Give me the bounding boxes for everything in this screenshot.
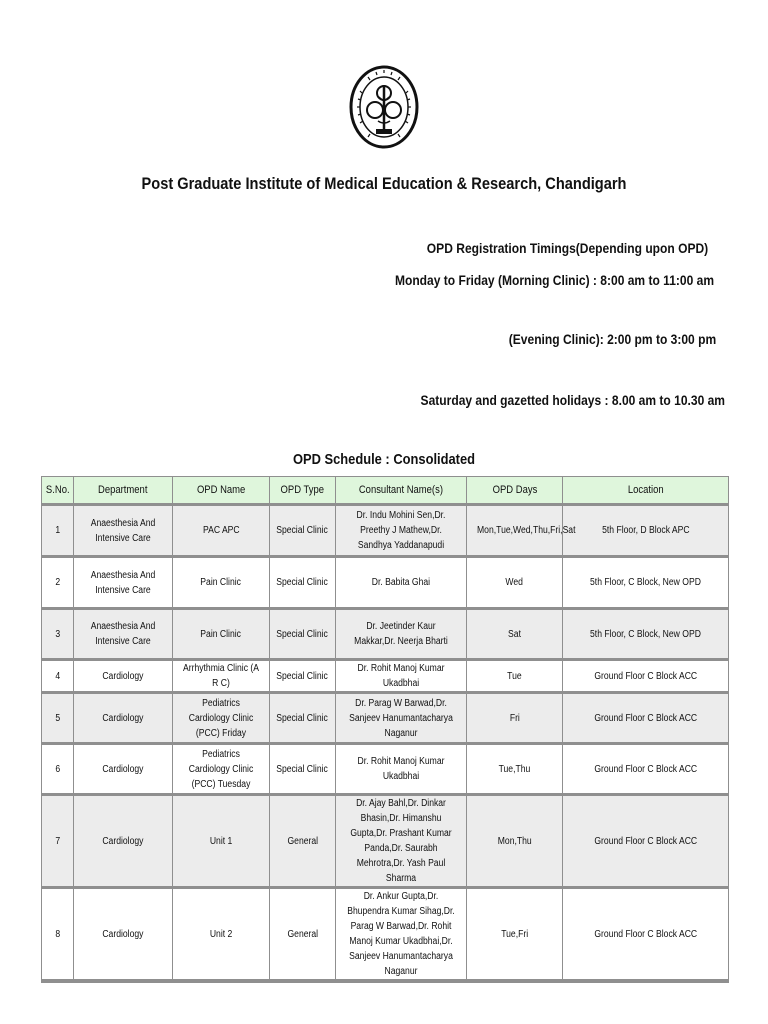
cell-location: Ground Floor C Block ACC: [563, 796, 728, 889]
cell-department: Anaesthesia And Intensive Care: [74, 558, 173, 610]
cell-location: 5th Floor, D Block APC: [563, 506, 728, 558]
cell-opd-days: Fri: [467, 694, 563, 745]
cell-opd-name: Arrhythmia Clinic (A R C): [173, 661, 270, 694]
column-header-location: Location: [563, 477, 728, 506]
opd-schedule-table: [41, 476, 729, 983]
timings-heading: OPD Registration Timings(Depending upon OPD): [426, 240, 708, 256]
table-header-row: [42, 477, 728, 506]
table-row: [42, 610, 728, 661]
cell-department: Cardiology: [74, 694, 173, 745]
cell-opd-type: Special Clinic: [270, 661, 336, 694]
cell-opd-name: Pediatrics Cardiology Clinic (PCC) Tuesday: [173, 745, 270, 796]
cell-sno: 6: [42, 745, 74, 796]
cell-opd-type: Special Clinic: [270, 506, 336, 558]
cell-sno: 1: [42, 506, 74, 558]
cell-opd-type: Special Clinic: [270, 745, 336, 796]
cell-opd-days: Tue,Thu: [467, 745, 563, 796]
cell-opd-days: Sat: [467, 610, 563, 661]
table-row: [42, 558, 728, 610]
cell-department: Anaesthesia And Intensive Care: [74, 610, 173, 661]
timings-evening: (Evening Clinic): 2:00 pm to 3:00 pm: [508, 331, 716, 347]
table-row: [42, 889, 728, 982]
cell-consultants: Dr. Rohit Manoj Kumar Ukadbhai: [336, 745, 467, 796]
cell-opd-type: General: [270, 889, 336, 982]
institute-title: Post Graduate Institute of Medical Education & Research, Chandigarh: [141, 174, 627, 193]
cell-sno: 8: [42, 889, 74, 982]
cell-opd-days: Wed: [467, 558, 563, 610]
table-row: [42, 745, 728, 796]
cell-department: Cardiology: [74, 796, 173, 889]
column-header-consultants: Consultant Name(s): [336, 477, 467, 506]
cell-opd-type: Special Clinic: [270, 610, 336, 661]
cell-sno: 3: [42, 610, 74, 661]
cell-sno: 4: [42, 661, 74, 694]
cell-consultants: Dr. Ankur Gupta,Dr. Bhupendra Kumar Sihag,Dr. Parag W Barwad,Dr. Rohit Manoj Kumar Ukadbhai,Dr. Sanjeev Hanumantacharya Naganur: [336, 889, 467, 982]
column-header-opd-days: OPD Days: [467, 477, 563, 506]
cell-opd-name: Pediatrics Cardiology Clinic (PCC) Friday: [173, 694, 270, 745]
cell-consultants: Dr. Babita Ghai: [336, 558, 467, 610]
cell-opd-name: Unit 1: [173, 796, 270, 889]
cell-opd-type: Special Clinic: [270, 558, 336, 610]
cell-opd-name: PAC APC: [173, 506, 270, 558]
cell-consultants: Dr. Jeetinder Kaur Makkar,Dr. Neerja Bharti: [336, 610, 467, 661]
table-row: [42, 796, 728, 889]
column-header-department: Department: [74, 477, 173, 506]
cell-opd-name: Pain Clinic: [173, 558, 270, 610]
cell-location: Ground Floor C Block ACC: [563, 661, 728, 694]
cell-opd-name: Pain Clinic: [173, 610, 270, 661]
cell-sno: 2: [42, 558, 74, 610]
cell-consultants: Dr. Parag W Barwad,Dr. Sanjeev Hanumantacharya Naganur: [336, 694, 467, 745]
schedule-title: OPD Schedule : Consolidated: [292, 451, 476, 468]
cell-opd-days: Tue: [467, 661, 563, 694]
cell-consultants: Dr. Indu Mohini Sen,Dr. Preethy J Mathew,Dr. Sandhya Yaddanapudi: [336, 506, 467, 558]
cell-location: 5th Floor, C Block, New OPD: [563, 558, 728, 610]
timings-weekday-morning: Monday to Friday (Morning Clinic) : 8:00 am to 11:00 am: [394, 272, 714, 288]
cell-opd-name: Unit 2: [173, 889, 270, 982]
column-header-opd-type: OPD Type: [270, 477, 336, 506]
table-row: [42, 661, 728, 694]
table-row: [42, 694, 728, 745]
cell-location: Ground Floor C Block ACC: [563, 694, 728, 745]
cell-location: 5th Floor, C Block, New OPD: [563, 610, 728, 661]
cell-department: Cardiology: [74, 661, 173, 694]
cell-sno: 5: [42, 694, 74, 745]
cell-location: Ground Floor C Block ACC: [563, 745, 728, 796]
column-header-sno: S.No.: [42, 477, 74, 506]
cell-opd-days: Mon,Tue,Wed,Thu,Fri,Sat: [467, 506, 563, 558]
cell-department: Cardiology: [74, 889, 173, 982]
cell-department: Cardiology: [74, 745, 173, 796]
table-row: [42, 506, 728, 558]
timings-saturday: Saturday and gazetted holidays : 8.00 am to 10.30 am: [420, 392, 725, 408]
cell-location: Ground Floor C Block ACC: [563, 889, 728, 982]
cell-sno: 7: [42, 796, 74, 889]
institute-emblem-icon: [348, 65, 420, 149]
cell-opd-days: Mon,Thu: [467, 796, 563, 889]
cell-consultants: Dr. Rohit Manoj Kumar Ukadbhai: [336, 661, 467, 694]
cell-consultants: Dr. Ajay Bahl,Dr. Dinkar Bhasin,Dr. Himanshu Gupta,Dr. Prashant Kumar Panda,Dr. Saurabh Mehrotra,Dr. Yash Paul Sharma: [336, 796, 467, 889]
cell-opd-type: General: [270, 796, 336, 889]
column-header-opd-name: OPD Name: [173, 477, 270, 506]
institute-logo: [348, 44, 420, 170]
cell-opd-days: Tue,Fri: [467, 889, 563, 982]
cell-department: Anaesthesia And Intensive Care: [74, 506, 173, 558]
cell-opd-type: Special Clinic: [270, 694, 336, 745]
